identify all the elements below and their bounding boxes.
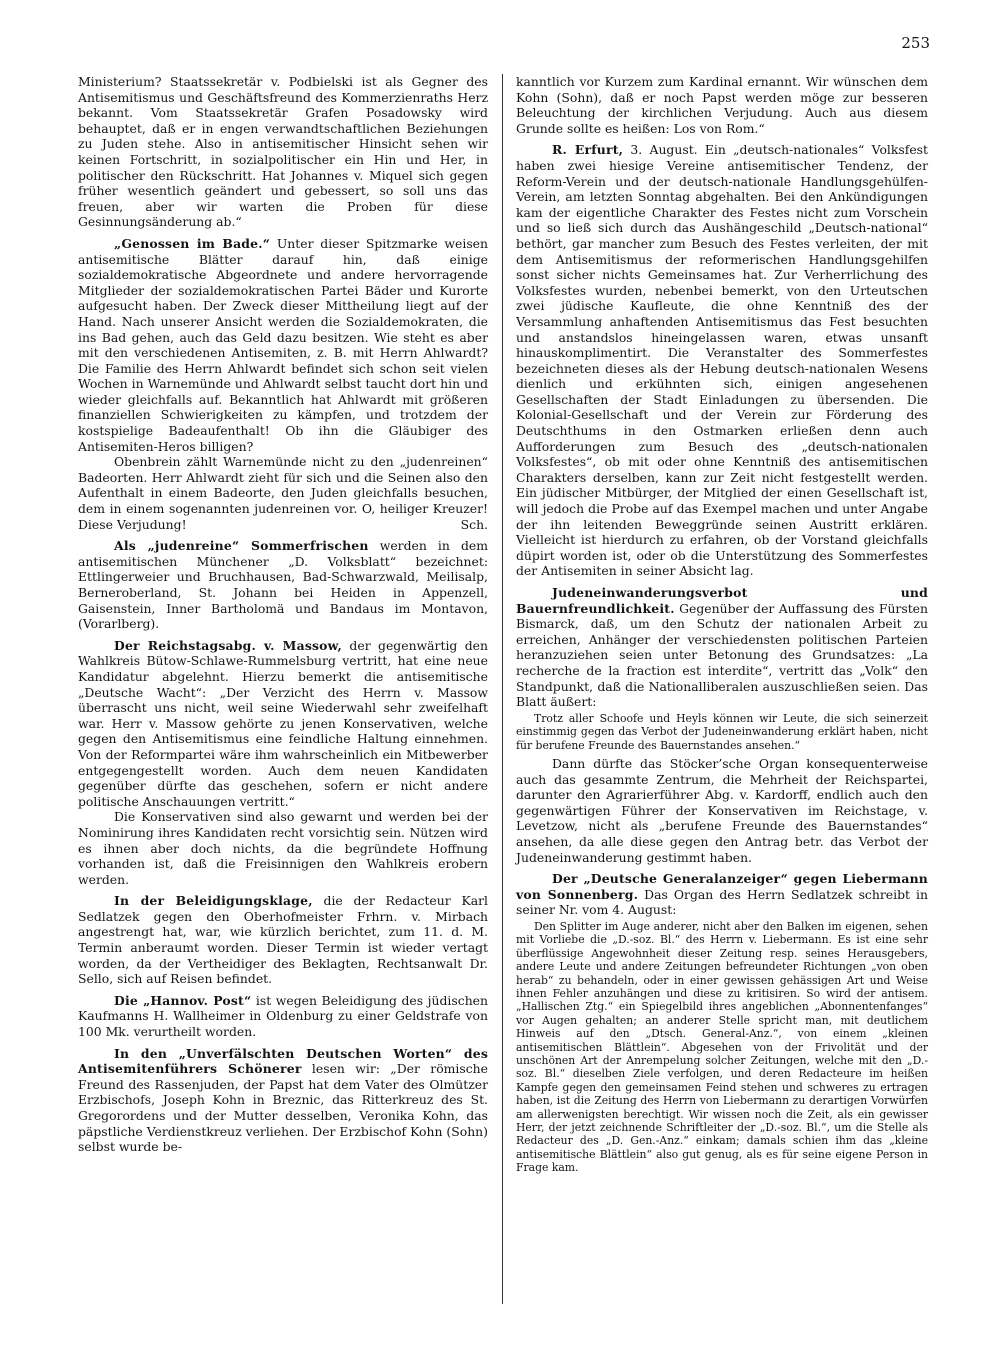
- article-heading: Die „Hannov. Post“: [114, 992, 252, 1008]
- article-paragraph: [516, 142, 928, 579]
- article-text: ist wegen Beleidigung des jüdischen Kaufmanns H. Wallheimer in Oldenburg zu einer Geldstrafe von 100 Mk. verurtheilt worden.: [78, 992, 488, 1040]
- article-heading: In den „Unverfälschten Deutschen Worten“ des Antisemitenführers Schönerer: [78, 1045, 488, 1077]
- article-paragraph: [78, 236, 488, 454]
- right-column-articles-top: [516, 74, 928, 710]
- article-text: werden in dem antisemitischen Münchener „D. Volksblatt“ bezeichnet: Ettlingerweier und Bruchhausen, Bad-Schwarzwald, Meilisalp, Berneroberland, St. Johann bei Heiden in Appenzell, Gaisenstein, Inner Bartholomä und Bandaus im Montavon, (Vorarlberg).: [78, 538, 488, 632]
- article-text: 3. August. Ein „deutsch-nationales“ Volksfest haben zwei hiesige Vereine antisemitischer Tendenz, der Reform-Verein und der deutsch-nationale Handlungsgehülfen-Verein, am letzten Sonntag abgehalten. Bei den Ankündigungen kam der eigentliche Charakter des Festes nicht zum Vorschein und so ließ sich durch das Aushängeschild „Deutsch-national“ bethört, gar mancher zum Besuch des Festes verleiten, der mit dem Antisemitismus der reformerischen Handlungsgehilfen sonst sicher nichts Gemeinsames hat. Zur Verherrlichung des Volksfestes wurden, nebenbei bemerkt, von den Urteutschen zwei jüdische Kaufleute, die ohne Kenntniß des der Versammlung anhaftenden Antisemitismus das Fest besuchten und anstandslos hineingelassen waren, etwas unsanft hinauskomplimentirt. Die Veranstalter des Sommerfestes bezeichneten dieses als der Hebung deutsch-nationalen Wesens dienlich und erkühnten sich, einigen angesehenen Gesellschaften der Stadt Einladungen zu übersenden. Die Kolonial-Gesellschaft und der Verein zur Förderung des Deutschthums in den Ostmarken erließen denn auch Aufforderungen zum Besuch des „deutsch-nationalen Volksfestes“, ob mit oder ohne Kenntniß des antisemitischen Charakters derselben, kann zur Zeit nicht festgestellt werden. Ein jüdischer Mitbürger, der Mitglied der einen Gesellschaft ist, will jedoch die Probe auf das Exempel machen und unter Angabe der ihn leitenden Beweggründe seinen Austritt erklären. Vielleicht ist hierdurch zu erfahren, ob der Vorstand gleichfalls düpirt worden ist, oder ob die Unterstützung des Sommerfestes der Antisemiten in seiner Absicht lag.: [516, 142, 928, 579]
- article-paragraph: [78, 454, 488, 532]
- article-heading: „Genossen im Bade.“: [114, 235, 271, 251]
- article-text: Obenbrein zählt Warnemünde nicht zu den „judenreinen“ Badeorten. Herr Ahlwardt zieht für sich und die Seinen also den Aufenthalt in einem Badeorte, den Juden gleichfalls besuchen, dem in einem sogenannten judenreinen vor. O, heiliger Kreuzer! Diese Verjudung!: [78, 454, 488, 532]
- page-number: 253: [901, 34, 930, 52]
- article-text: Unter dieser Spitzmarke weisen antisemitische Blätter darauf hin, daß einige sozialdemokratische Abgeordnete und andere hervorragende Mitglieder der sozialdemokratischen Partei Bäder und Kurorte aufgesucht haben. Der Zweck dieser Mittheilung liegt auf der Hand. Nach unserer Ansicht werden die Sozialdemokraten, die ins Bad gehen, auch das Geld dazu besitzen. Wie steht es aber mit den verschiedenen Antisemiten, z. B. mit Herrn Ahlwardt? Die Familie des Herrn Ahlwardt befindet sich schon seit vielen Wochen in Warnemünde und Ahlwardt selbst taucht dort hin und wieder gleichfalls auf. Bekanntlich hat Ahlwardt mit größeren finanziellen Schwierigkeiten zu kämpfen, und trotzdem der kostspielige Badeaufenthalt! Ob ihn die Gläubiger des Antisemiten-Heros billigen?: [78, 235, 488, 454]
- article-paragraph: [78, 1046, 488, 1155]
- article-paragraph: [78, 993, 488, 1040]
- article-text: kanntlich vor Kurzem zum Kardinal ernannt. Wir wünschen dem Kohn (Sohn), daß er noch Papst werden möge zur besseren Beleuchtung der kirchlichen Verjudung. Auch aus diesem Grunde sollte es heißen: Los von Rom.“: [516, 74, 928, 136]
- quote-text: Trotz aller Schoofe und Heyls können wir Leute, die sich seinerzeit einstimmig gegen das Verbot der Judeneinwanderung erklärt haben, nicht für berufene Freunde des Bauernstandes ansehen.“: [516, 711, 928, 752]
- article-text: Ministerium? Staatssekretär v. Podbielski ist als Gegner des Antisemitismus und Geschäftsfreund des Kommerzienraths Herz bekannt. Vom Staatssekretär Grafen Posadowsky wird behauptet, daß er in engen verwandtschaftlichen Beziehungen zu Juden stehe. Also in antisemitischer Hinsicht sehen wir keinen Fortschritt, in sozialpolitischer ein Hin und Her, in politischer den Rückschritt. Hat Johannes v. Miquel sich gegen früher wesentlich geändert und gebessert, so soll uns das freuen, aber wir warten die Proben für diese Gesinnungsänderung ab.“: [78, 74, 488, 230]
- author-signature: Sch.: [460, 516, 488, 532]
- article-heading: R. Erfurt,: [552, 142, 624, 158]
- article-paragraph: [78, 893, 488, 987]
- left-column: [78, 74, 488, 1155]
- article-paragraph: [78, 538, 488, 632]
- quoted-passage-generalanzeiger: [516, 918, 928, 1179]
- article-paragraph: [516, 756, 928, 865]
- article-paragraph: [516, 585, 928, 710]
- article-text: lesen wir: „Der römische Freund des Rassenjuden, der Papst hat dem Vater des Olmützer Erzbischofs, Joseph Kohn in Breznic, das Ritterkreuz des St. Gregorordens und der Mutter desselben, Veronika Kohn, das päpstliche Verdienstkreuz verliehen. Der Erzbischof Kohn (Sohn) selbst wurde be-: [78, 1061, 488, 1155]
- article-paragraph: [78, 74, 488, 230]
- article-heading: Als „judenreine“ Sommerfrischen: [114, 538, 369, 554]
- right-column: [516, 74, 928, 1179]
- right-column-articles-bottom: [516, 756, 928, 918]
- quote-text: Den Splitter im Auge anderer, nicht aber den Balken im eigenen, sehen mit Vorliebe die „D.-soz. Bl.“ des Herrn v. Liebermann. Es ist eine sehr überflüssige Angewohnheit dieser Zeitung resp. seines Herausgebers, andere Leute und andere Zeitungen befreundeter Richtungen „von oben herab“ zu behandeln, oder in einer gewissen gehässigen Art und Weise ihnen Fehler anzuhängen und diese zu kritisiren. So wird der antisem. „Hallischen Ztg.“ ein Spiegelbild ihres angeblichen „Abonnentenfanges“ vor Augen gehalten; an anderer Stelle spricht man, mit deutlichem Hinweis auf den „Dtsch. General-Anz.“, von einem „kleinen antisemitischen Blättlein“. Abgesehen von der Frivolität und der unschönen Art der Anrempelung solcher Zeitungen, welche mit den „D.-soz. Bl.“ dieselben Ziele verfolgen, und deren Redacteure im heißen Kampfe gegen den gemeinsamen Feind stehen und schweres zu ertragen haben, ist die Zeitung des Herrn von Liebermann zu derartigen Vorwürfen am allerwenigsten berechtigt. Wir wissen noch die Zeit, als ein gewisser Herr, der jetzt zeichnende Schriftleiter der „D.-soz. Bl.“, um die Stelle als Redacteur des „D. Gen.-Anz.“ einkam; damals schien ihm das „kleine antisemitische Blättlein“ also gut genug, als es für seine eigene Person in Frage kam.: [516, 919, 928, 1175]
- article-text: Dann dürfte das Stöcker’sche Organ konsequenterweise auch das gesammte Zentrum, die Mehrheit der Reichspartei, darunter den Agrarierführer Abg. v. Kardorff, endlich auch den gegenwärtigen Führer der Konservativen im Reichstage, v. Levetzow, nicht als „berufene Freunde des Bauernstandes“ ansehen, da alle diese gegen den Antrag betr. das Verbot der Judeneinwanderung gestimmt haben.: [516, 755, 928, 865]
- article-paragraph: [516, 74, 928, 136]
- article-heading: Der „Deutsche Generalanzeiger“ gegen Liebermann von Sonnenberg.: [516, 871, 928, 902]
- article-paragraph: [516, 871, 928, 918]
- article-text: der gegenwärtig den Wahlkreis Bütow-Schlawe-Rummelsburg vertritt, hat eine neue Kandidatur abgelehnt. Hierzu bemerkt die antisemitische „Deutsche Wacht“: „Der Verzicht des Herrn v. Massow überrascht uns nicht, weil seine Wiederwahl sehr zweifelhaft war. Herr v. Massow gehörte zu jenen Konservativen, welche gegen den Antisemitismus eine feindliche Haltung einnehmen. Von der Reformpartei wäre ihm wahrscheinlich ein Mitbewerber entgegengestellt worden. Auch dem neuen Kandidaten gegenüber dürfte das geschehen, sofern er nicht andere politische Anschauungen vertritt.“: [78, 637, 488, 809]
- article-paragraph: [78, 638, 488, 810]
- article-text: Das Organ des Herrn Sedlatzek schreibt in seiner Nr. vom 4. August:: [516, 886, 928, 918]
- column-divider: [502, 74, 503, 1304]
- article-heading: Der Reichstagsabg. v. Massow,: [114, 637, 343, 653]
- article-text: die der Redacteur Karl Sedlatzek gegen den Oberhofmeister Frhrn. v. Mirbach angestrengt hat, war, wie kürzlich berichtet, zum 11. d. M. Termin anberaumt worden. Dieser Termin ist wieder vertagt worden, da der Vertheidiger des Beklagten, Rechtsanwalt Dr. Sello, sich auf Reisen befindet.: [78, 893, 488, 987]
- article-heading: Judeneinwanderungsverbot und Bauernfreundlichkeit.: [516, 585, 928, 616]
- article-heading: In der Beleidigungsklage,: [114, 893, 313, 909]
- quoted-passage-bauernstand: [516, 710, 928, 756]
- article-paragraph: [78, 809, 488, 887]
- article-text: Die Konservativen sind also gewarnt und werden bei der Nominirung ihres Kandidaten recht vorsichtig sein. Nützen wird es ihnen aber doch nichts, da die begründete Hoffnung vorhanden ist, daß die Freisinnigen den Wahlkreis erobern werden.: [78, 809, 488, 887]
- article-text: Gegenüber der Auffassung des Fürsten Bismarck, daß, um den Schutz der nationalen Arbeit zu erreichen, Anhänger der verschiedensten politischen Parteien heranzuziehen seien unter Betonung des Grundsatzes: „La recherche de la fraction est interdite“, vertritt das „Volk“ den Standpunkt, daß die Nationalliberalen auszuschließen seien. Das Blatt äußert:: [516, 600, 928, 710]
